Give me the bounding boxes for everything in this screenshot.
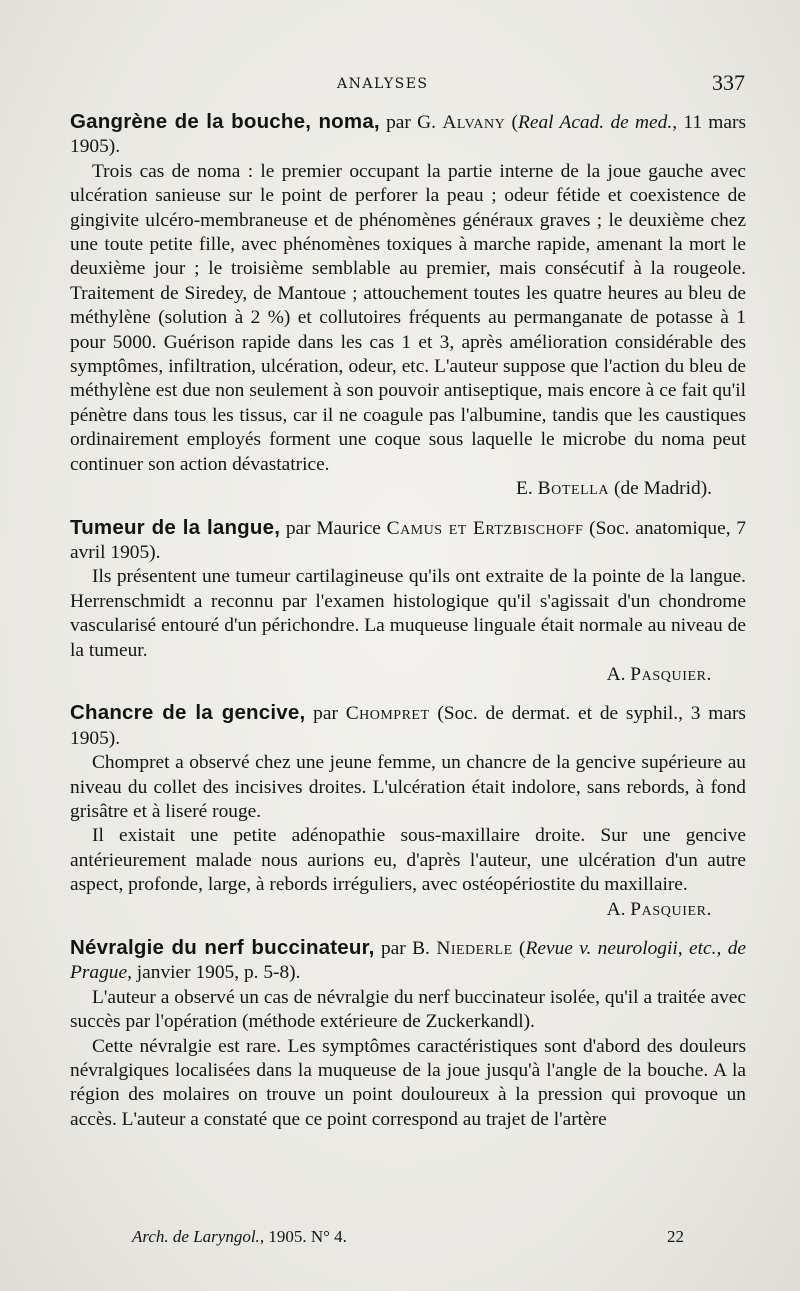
signature-rest: (de Madrid).	[614, 478, 712, 500]
article-signature	[70, 898, 746, 922]
article-by: par B.	[380, 938, 430, 959]
signature-initial: E.	[516, 478, 533, 500]
article-ref-open: (	[511, 112, 518, 133]
article-heading	[70, 516, 746, 566]
article-heading	[70, 701, 746, 751]
article-ref-open: (	[519, 938, 526, 959]
article-heading	[70, 936, 746, 986]
article-by: par	[313, 703, 338, 725]
page-number: 337	[712, 70, 745, 95]
footer-journal: Arch. de Laryngol.	[132, 1227, 260, 1246]
article-noma	[70, 110, 746, 502]
signature-initial: A.	[606, 898, 626, 920]
article-tumeur-langue	[70, 516, 746, 688]
running-head: ANALYSES	[337, 76, 429, 92]
article-title: Chancre de la gencive,	[70, 701, 306, 725]
article-author: Chompret	[345, 703, 430, 725]
page-footer	[132, 1227, 692, 1247]
article-paragraph: Chompret a observé chez une jeune femme, un chancre de la gencive supérieure au niveau du collet des incisives droites. L'ulcération était indolore, sans rebords, à fond grisâtre et à liseré rouge.	[70, 752, 746, 822]
article-heading	[70, 110, 746, 160]
article-paragraph: Ils présentent une tumeur cartilagineuse qu'ils ont extraite de la pointe de la langue. Herrenschmidt a reconnu par l'examen histologique qu'il s'agissait d'un chondrome vascularisé entouré d'un périchondre. La muqueuse linguale était normale au niveau de la tumeur.	[70, 566, 746, 661]
article-title: Névralgie du nerf buccinateur,	[70, 936, 375, 959]
article-ref-title: Real Acad. de med.	[518, 112, 673, 133]
article-ref-rest: , 11 mars 1905).	[70, 112, 746, 158]
article-paragraph: L'auteur a observé un cas de névralgie du nerf buccinateur isolée, qu'il a traitée avec succès par l'opération (méthode extérieure de Zuckerkandl).	[70, 986, 746, 1033]
article-author: Niederle	[436, 938, 513, 959]
article-by: par Maurice	[285, 517, 381, 539]
article-paragraph: Trois cas de noma : le premier occupant la partie interne de la joue gauche avec ulcération sanieuse sur le point de perforer la peau ; odeur fétide et coexistence de gingivite ulcéro-membraneuse et de phénomènes généraux graves ; le deuxième chez une toute petite fille, avec phénomènes toxiques à marche rapide, amenant la mort le deuxième jour ; le troisième semblable au premier, mais consécutif à la rougeole. Traitement de Siredey, de Mantoue ; attouchement toutes les quatre heures au bleu de méthylène (solution à 2 %) et collutoires fréquents au permanganate de potasse à 1 pour 5000. Guérison rapide dans les cas 1 et 3, après amélioration considérable des symptômes, infiltration, ulcération, odeur, etc. L'auteur suppose que l'action du bleu de méthylène est due non seulement à son pouvoir antiseptique, mais encore à ce fait qu'il pénètre dans tous les tissus, car il ne coagule pas l'albumine, tandis que les caustiques ordinairement employés forment une coque sous laquelle le microbe du noma peut continuer son action dévastatrice.	[70, 160, 746, 475]
article-ref-rest: (Soc. de dermat. et de syphil., 3 mars 1905).	[70, 703, 746, 749]
article-signature	[70, 477, 746, 501]
article-signature	[70, 663, 746, 687]
article-author: Alvany	[442, 112, 506, 133]
article-ref-rest: (Soc. anatomique, 7 avril 1905).	[70, 517, 746, 563]
article-ref-title: Revue v. neurologii, etc., de Prague,	[70, 938, 746, 984]
signature-name: Pasquier.	[630, 898, 712, 920]
article-paragraph: Cette névralgie est rare. Les symptômes caractéristiques sont d'abord des douleurs névralgiques localisées dans la muqueuse de la joue jusqu'à l'angle de la bouche. A la région des molaires on trouve un point douloureux à la pression qui provoque un accès. L'auteur a constaté que ce point correspond au trajet de l'artère	[70, 1035, 746, 1130]
signature-initial: A.	[606, 663, 626, 685]
page-header	[0, 70, 800, 100]
article-title: Gangrène de la bouche, noma,	[70, 110, 380, 133]
article-nevralgie-buccinateur	[70, 936, 746, 1132]
article-ref-rest: janvier 1905, p. 5-8).	[131, 962, 301, 984]
signature-name: Pasquier.	[630, 663, 712, 685]
article-paragraph: Il existait une petite adénopathie sous-maxillaire droite. Sur une gencive antérieurement malade nous aurions eu, d'après l'auteur, une ulcération d'un autre aspect, profonde, large, à rebords irréguliers, avec ostéopériostite du maxillaire.	[70, 825, 746, 896]
article-title: Tumeur de la langue,	[70, 515, 281, 539]
article-by: par G.	[386, 112, 437, 133]
footer-issue: , 1905. N° 4.	[259, 1227, 347, 1246]
article-column	[70, 110, 746, 1146]
article-author: Camus et Ertzbischoff	[386, 517, 584, 539]
article-chancre-gencive	[70, 701, 746, 922]
signature-name: Botella	[537, 478, 610, 500]
footer-sheet-number: 22	[667, 1227, 684, 1246]
